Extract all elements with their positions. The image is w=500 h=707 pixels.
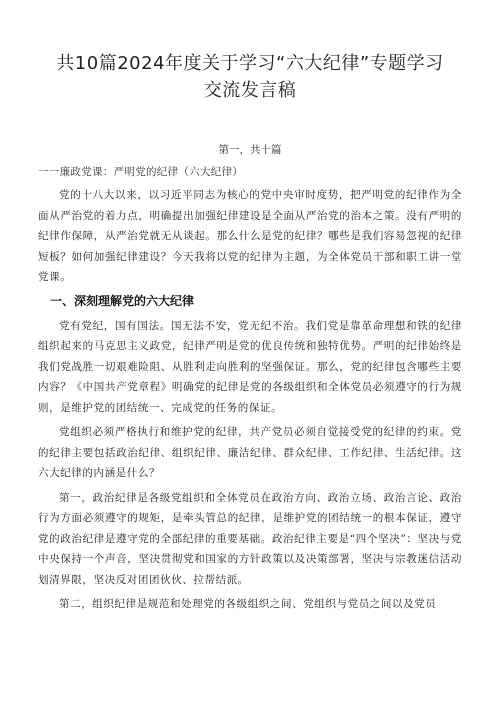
body-paragraph: 第二，组织纪律是规范和处理党的各级组织之间、党组织与党员之间以及党员 xyxy=(59,598,437,610)
document-title-line1: 共10篇2024年度关于学习“六大纪律”专题学习 xyxy=(56,53,444,74)
document-title-line2: 交流发言稿 xyxy=(203,80,297,101)
body-paragraph: 第一，政治纪律是各级党组织和全体党员在政治方向、政治立场、政治言论、政治行为方面必须遵守的规矩，是牵头管总的纪律，是维护党的团结统一的根本保证，遵守党的政治纪律是遵守党的全部纪律的重要基础。政治纪律主要是“四个坚决”：坚决与党中央保持一个声音，坚决贯彻党和国家的方针政策以及决策部署，坚决与宗教迷信活动划清界限，坚决反对团团伙伙、拉帮结派。 xyxy=(38,491,462,586)
part-heading: 第一，共十篇 xyxy=(218,144,282,156)
intro-paragraph: 党的十八大以来，以习近平同志为核心的党中央审时度势，把严明党的纪律作为全面从严治党的着力点，明确提出加强纪律建设是全面从严治党的治本之策。没有严明的纪律作保障，从严治党就无从谈起。那么什么是党的纪律？哪些是我们容易忽视的纪律短板？如何加强纪律建设？今天我将以党的纪律为主题，为全体党员干部和职工讲一堂党课。 xyxy=(38,189,462,283)
body-paragraph: 党组织必须严格执行和维护党的纪律，共产党员必须自觉接受党的纪律的约束。党的纪律主要包括政治纪律、组织纪律、廉洁纪律、群众纪律、工作纪律、生活纪律。这六大纪律的内涵是什么？ xyxy=(38,426,462,479)
lecture-subheading: 一一廉政党课：严明党的纪律（六大纪律） xyxy=(38,166,244,178)
section-heading: 一、深刻理解党的六大纪律 xyxy=(50,293,195,308)
body-paragraph: 党有党纪，国有国法。国无法不安，党无纪不治。我们党是靠革命理想和铁的纪律组织起来的马克思主义政党，纪律严明是党的优良传统和独特优势。严明的纪律始终是我们党战胜一切艰难险阻、从胜利走向胜利的坚强保证。那么，党的纪律包含哪些主要内容？《中国共产党章程》明确党的纪律是党的各级组织和全体党员必须遵守的行为规则，是维护党的团结统一、完成党的任务的保证。 xyxy=(38,319,462,414)
document-title xyxy=(38,50,462,104)
